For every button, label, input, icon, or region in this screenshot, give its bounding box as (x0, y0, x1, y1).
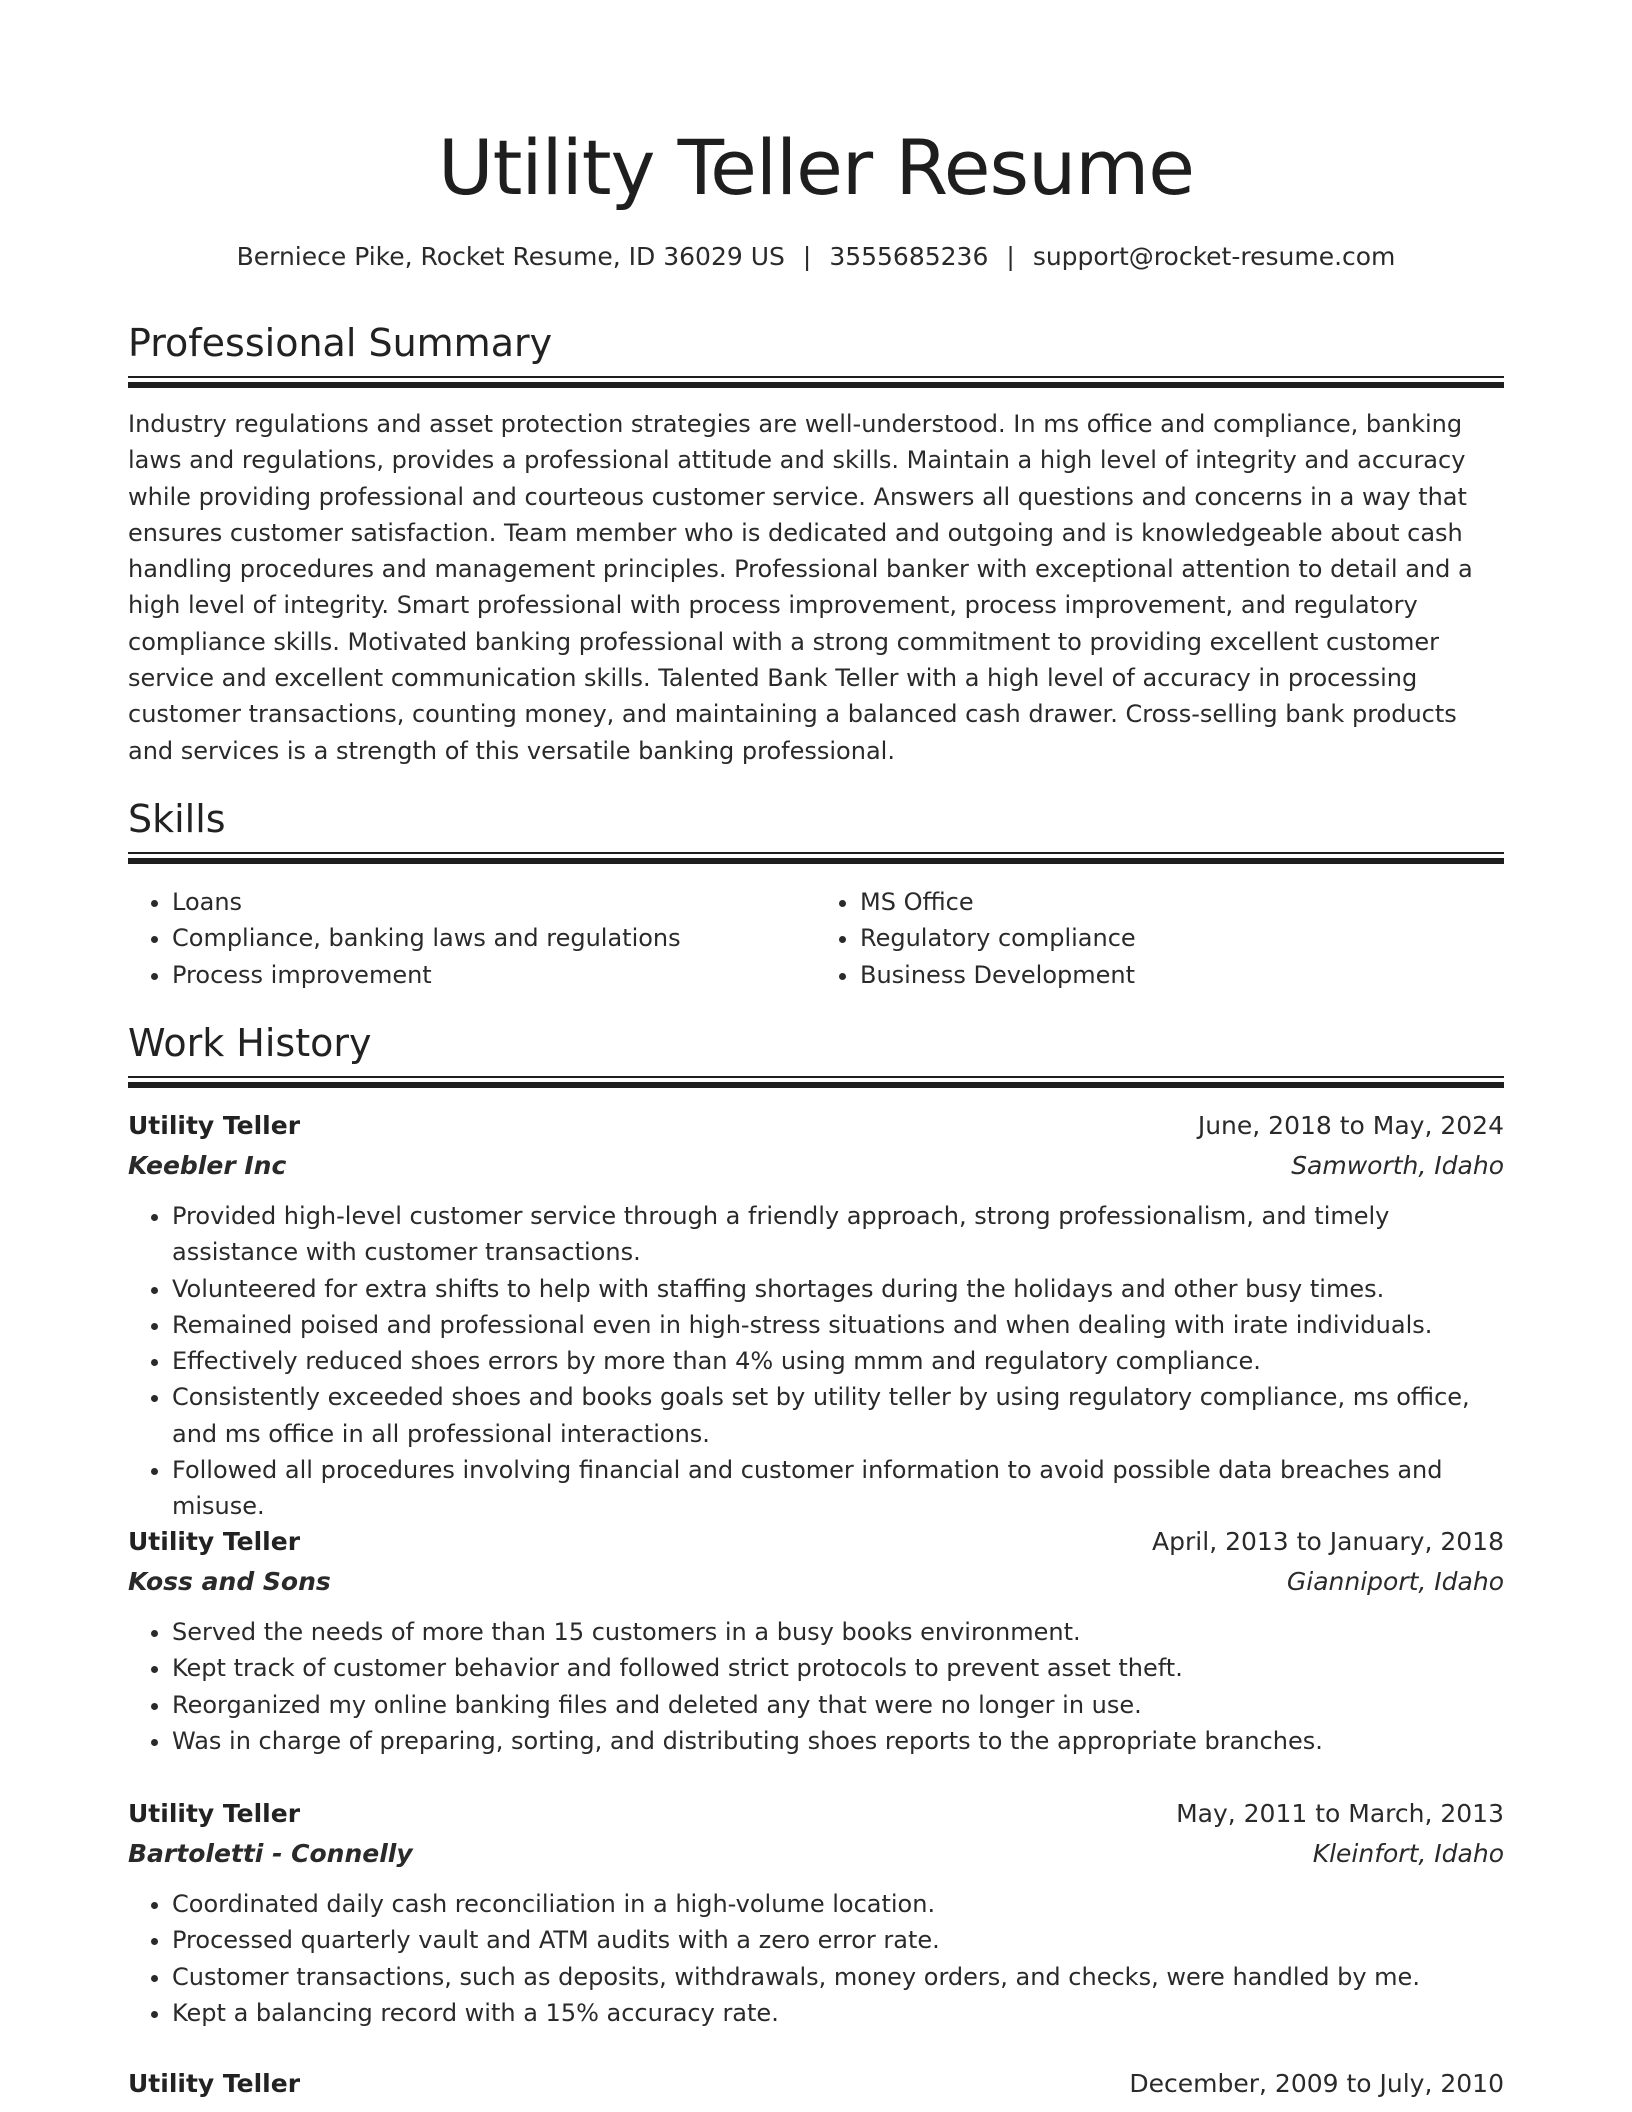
resume-title: Utility Teller Resume (437, 123, 1195, 212)
job-bullets (128, 1886, 1504, 2031)
skills-heading: Skills (128, 797, 226, 841)
job-bullet: • Served the needs of more than 15 customers in a busy books environment. (172, 1614, 1504, 1650)
skill-item: • Process improvement (172, 957, 816, 993)
job-role: Utility Teller (128, 2069, 301, 2098)
job-role: Utility Teller (128, 1799, 301, 1828)
summary-heading: Professional Summary (128, 321, 553, 365)
job-entry (128, 1522, 1504, 1759)
skill-item: • Compliance, banking laws and regulations (172, 920, 816, 956)
job-company: Keebler Inc (128, 1151, 287, 1180)
job-location: Gianniport, Idaho (1286, 1567, 1504, 1596)
job-bullet: • Reorganized my online banking files and deleted any that were no longer in use. (172, 1687, 1504, 1723)
contact-address: Berniece Pike, Rocket Resume, ID 36029 US (236, 242, 785, 271)
job-dates: May, 2011 to March, 2013 (1176, 1799, 1504, 1828)
skill-item: • Loans (172, 884, 816, 920)
work-divider (128, 1076, 1504, 1088)
job-entry (128, 1106, 1504, 1525)
summary-text: Industry regulations and asset protection strategies are well-understood. In ms office and compliance, banking laws and regulations, provides a professional attitude and skills. Maintain a high level of integrity and accuracy while providing professional and courteous customer service. Answers all questions and concerns in a way that ensures customer satisfaction. Team member who is dedicated and outgoing and is knowledgeable about cash handling procedures and management principles. Professional banker with exceptional attention to detail and a high level of integrity. Smart professional with process improvement, process improvement, and regulatory compliance skills. Motivated banking professional with a strong commitment to providing excellent customer service and excellent communication skills. Talented Bank Teller with a high level of accuracy in processing customer transactions, counting money, and maintaining a balanced cash drawer. Cross-selling bank products and services is a strength of this versatile banking professional. (128, 410, 1473, 765)
job-bullets (128, 1198, 1504, 1525)
job-bullet: • Remained poised and professional even in high-stress situations and when dealing with irate individuals. (172, 1307, 1504, 1343)
job-company: Koss and Sons (128, 1567, 331, 1596)
skills-divider (128, 852, 1504, 864)
skills-column-left (128, 884, 816, 993)
job-dates: June, 2018 to May, 2024 (1197, 1111, 1504, 1140)
job-role: Utility Teller (128, 1527, 301, 1556)
job-bullet: • Followed all procedures involving financial and customer information to avoid possible data breaches and misuse. (172, 1452, 1504, 1525)
work-heading: Work History (128, 1021, 372, 1065)
job-location: Kleinfort, Idaho (1312, 1839, 1504, 1868)
job-dates: December, 2009 to July, 2010 (1129, 2069, 1504, 2098)
job-location: Samworth, Idaho (1291, 1151, 1504, 1180)
skill-item: • MS Office (860, 884, 1504, 920)
job-role: Utility Teller (128, 1111, 301, 1140)
job-bullet: • Customer transactions, such as deposits, withdrawals, money orders, and checks, were handled by me. (172, 1959, 1504, 1995)
contact-email: support@rocket-resume.com (1032, 242, 1396, 271)
job-bullets (128, 1614, 1504, 1759)
skills-list (128, 884, 1504, 993)
contact-phone: 3555685236 (829, 242, 989, 271)
skill-item: • Business Development (860, 957, 1504, 993)
job-entry (128, 2064, 1504, 2104)
job-company: Bartoletti - Connelly (128, 1839, 413, 1868)
skill-item: • Regulatory compliance (860, 920, 1504, 956)
job-bullet: • Was in charge of preparing, sorting, and distributing shoes reports to the appropriate branches. (172, 1723, 1504, 1759)
contact-separator: | (802, 242, 812, 271)
job-entry (128, 1794, 1504, 2031)
contact-line (128, 240, 1504, 274)
job-bullet: • Kept track of customer behavior and followed strict protocols to prevent asset theft. (172, 1650, 1504, 1686)
skills-column-right (816, 884, 1504, 993)
job-bullet: • Coordinated daily cash reconciliation in a high-volume location. (172, 1886, 1504, 1922)
contact-separator: | (1006, 242, 1015, 271)
job-bullet: • Processed quarterly vault and ATM audits with a zero error rate. (172, 1922, 1504, 1958)
job-dates: April, 2013 to January, 2018 (1152, 1527, 1504, 1556)
job-bullet: • Volunteered for extra shifts to help with staffing shortages during the holidays and other busy times. (172, 1271, 1504, 1307)
summary-divider (128, 376, 1504, 388)
job-bullet: • Kept a balancing record with a 15% accuracy rate. (172, 1995, 1504, 2031)
job-bullet: • Effectively reduced shoes errors by more than 4% using mmm and regulatory compliance. (172, 1343, 1504, 1379)
job-bullet: • Provided high-level customer service through a friendly approach, strong professionalism, and timely assistance with customer transactions. (172, 1198, 1504, 1271)
job-bullet: • Consistently exceeded shoes and books goals set by utility teller by using regulatory compliance, ms office, and ms office in all professional interactions. (172, 1379, 1504, 1452)
